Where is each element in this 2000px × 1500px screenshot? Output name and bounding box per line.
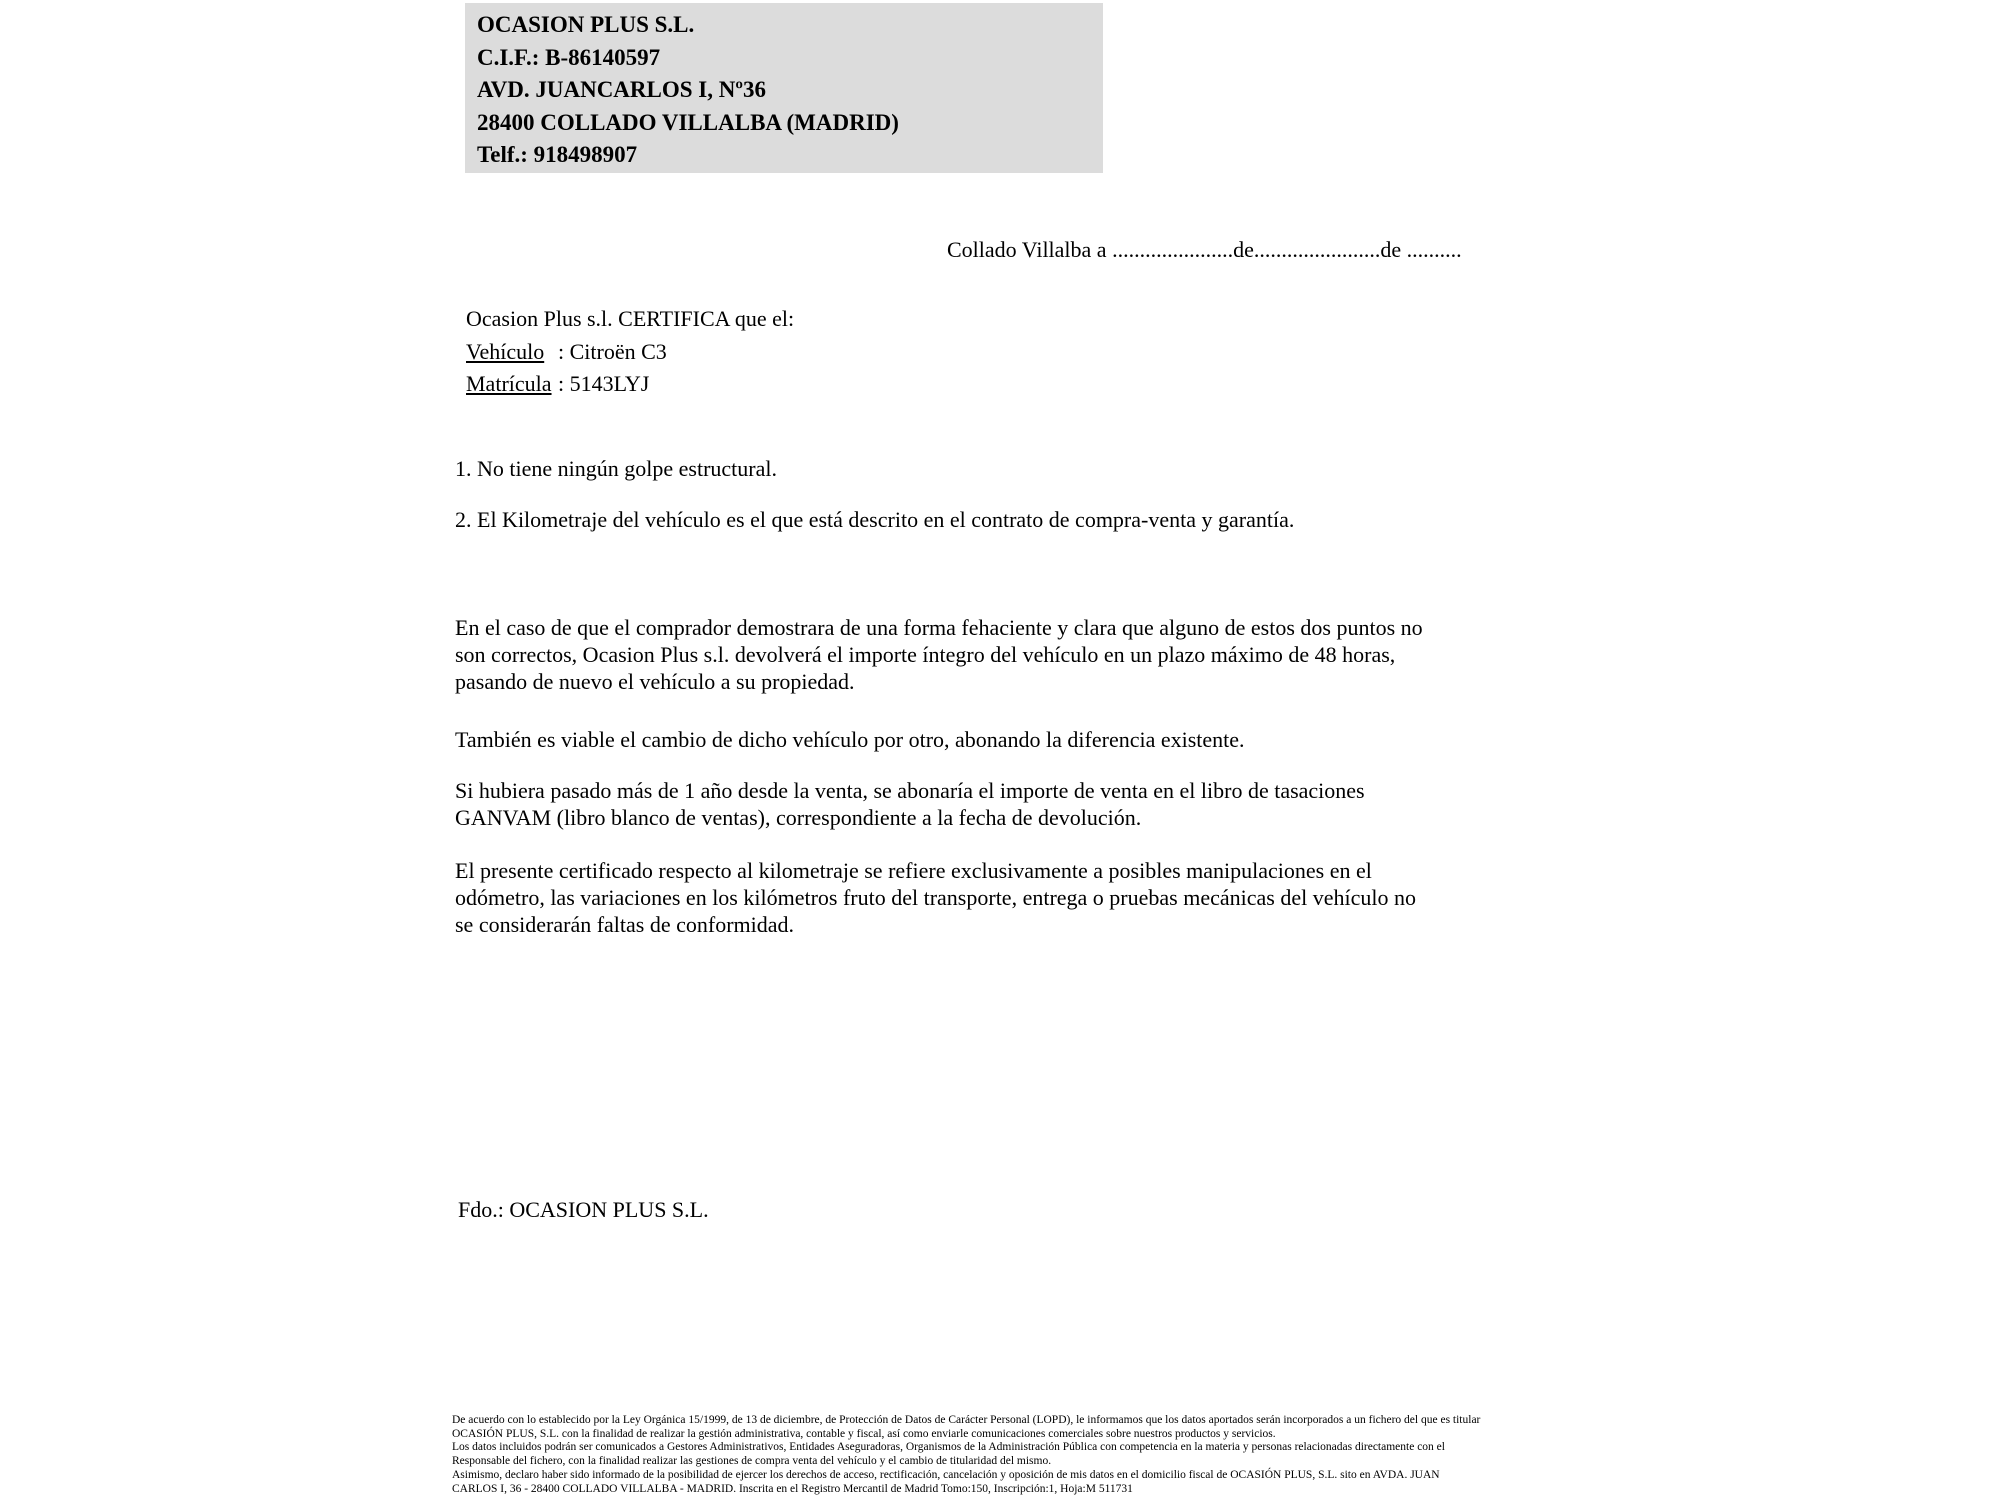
vehicle-label-wrap [466, 336, 558, 369]
paragraph-line: odómetro, las variaciones en los kilómetros fruto del transporte, entrega o pruebas mecánicas del vehículo no [455, 885, 1416, 910]
paragraph-line: GANVAM (libro blanco de ventas), correspondiente a la fecha de devolución. [455, 805, 1142, 830]
paragraph-line: El presente certificado respecto al kilometraje se refiere exclusivamente a posibles manipulaciones en el [455, 858, 1372, 883]
company-address: AVD. JUANCARLOS I, Nº36 [477, 77, 766, 103]
condition-item-1: 1. No tiene ningún golpe estructural. [455, 456, 777, 481]
ganvam-paragraph [455, 777, 1365, 831]
company-name: OCASION PLUS S.L. [477, 12, 695, 37]
paragraph-line: En el caso de que el comprador demostrara de una forma fehaciente y clara que alguno de estos dos puntos no [455, 615, 1423, 640]
legal-footer [452, 1414, 1480, 1496]
date-line: Collado Villalba a ......................de.......................de .......... [947, 237, 1462, 262]
vehicle-value: : Citroën C3 [558, 338, 667, 364]
paragraph-line: pasando de nuevo el vehículo a su propiedad. [455, 669, 855, 694]
plate-value: : 5143LYJ [558, 371, 650, 396]
legal-footer-line: Responsable del fichero, con la finalidad realizar las gestiones de compra venta del vehículo y el cambio de titularidad del mismo. [452, 1455, 1052, 1468]
company-phone: Telf.: 918498907 [477, 142, 638, 168]
plate-row [466, 368, 794, 401]
odometer-paragraph [455, 857, 1416, 938]
vehicle-label: Vehículo [466, 338, 545, 364]
legal-footer-line: Asimismo, declaro haber sido informado de la posibilidad de ejercer los derechos de acceso, rectificación, cancelación y oposición de mis datos en el domicilio fiscal de OCASIÓN PLUS, S.L. sito en AVDA. JUAN [452, 1468, 1440, 1481]
paragraph-line: Si hubiera pasado más de 1 año desde la venta, se abonaría el importe de venta en el libro de tasaciones [455, 778, 1365, 803]
exchange-paragraph [455, 726, 1245, 753]
legal-footer-line: CARLOS I, 36 - 28400 COLLADO VILLALBA - MADRID. Inscrita en el Registro Mercantil de Madrid Tomo:150, Inscripción:1, Hoja:M 511731 [452, 1482, 1133, 1495]
certification-block [466, 303, 794, 401]
legal-footer-line: Los datos incluidos podrán ser comunicados a Gestores Administrativos, Entidades Aseguradoras, Organismos de la Administración Pública con competencia en la materia y personas relacionadas directamente con el [452, 1441, 1445, 1454]
plate-label-wrap [466, 368, 558, 401]
legal-footer-line: OCASIÓN PLUS, S.L. con la finalidad de realizar la gestión administrativa, contable y fiscal, así como enviarle comunicaciones comerciales sobre nuestros productos y servicios. [452, 1427, 1276, 1440]
condition-item-2: 2. El Kilometraje del vehículo es el que está descrito en el contrato de compra-venta y garantía. [455, 507, 1295, 532]
company-cif: C.I.F.: B-86140597 [477, 44, 661, 70]
refund-paragraph [455, 614, 1423, 695]
paragraph-line: son correctos, Ocasion Plus s.l. devolverá el importe íntegro del vehículo en un plazo máximo de 48 horas, [455, 642, 1396, 667]
plate-label: Matrícula [466, 371, 552, 396]
paragraph-line: se considerarán faltas de conformidad. [455, 912, 795, 937]
vehicle-row [466, 336, 794, 369]
paragraph-line: También es viable el cambio de dicho vehículo por otro, abonando la diferencia existente. [455, 727, 1245, 752]
legal-footer-line: De acuerdo con lo establecido por la Ley Orgánica 15/1999, de 13 de diciembre, de Protección de Datos de Carácter Personal (LOPD), le informamos que los datos aportados serán incorporados a un fichero del que es titular [452, 1414, 1481, 1426]
certification-intro: Ocasion Plus s.l. CERTIFICA que el: [466, 306, 795, 331]
company-city: 28400 COLLADO VILLALBA (MADRID) [477, 109, 899, 135]
signature-line: Fdo.: OCASION PLUS S.L. [458, 1197, 709, 1222]
company-header-box [465, 3, 1103, 173]
